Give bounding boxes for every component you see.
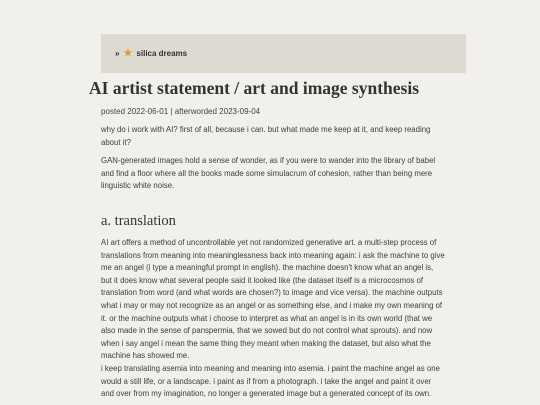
site-header bbox=[101, 34, 466, 73]
afterworded-date: afterworded 2023-09-04 bbox=[174, 107, 261, 116]
post-meta bbox=[101, 106, 481, 117]
meta-separator: | bbox=[168, 107, 175, 116]
section-heading-translation: a. translation bbox=[101, 213, 176, 229]
star-icon: ★ bbox=[123, 47, 133, 59]
translation-paragraph-2: i keep translating asemia into meaning and meaning into asemia. i paint the machine angel as one would a still life, or a landscape. i paint as if from a photograph. i take the angel and paint it over and over from my imagination, no longer a generated image but a generated concept of its own. bbox=[101, 364, 440, 399]
posted-date: posted 2022-06-01 bbox=[101, 107, 169, 116]
intro-paragraph-1: why do i work with AI? first of all, because i can. but what made me keep at it, and keep reading about it? bbox=[101, 125, 431, 147]
site-name-link[interactable]: silica dreams bbox=[136, 49, 188, 58]
chevron-icon: » bbox=[115, 49, 120, 58]
translation-paragraph-1: AI art offers a method of uncontrollable yet not randomized generative art. a multi-step process of translations from meaning into meaninglessness back into meaning again: i ask the machine to give me an angel (i type a meaningful prompt in english). the machine doesn't know what an angel is, but it does know what several people said it looked like (the dataset itself is a microcosmos of translation from word (and what words are chosen?) to image and vice versa). the machine outputs what i may or may not recognize as an angel or as something else, and i make my own meaning of it. or the machine outputs what i choose to interpret as what an angel is in its own world (that we also made in the sense of panspermia, that we sowed but do not control what sprouts). and now when i say angel i mean the same thing they meant when making the dataset, but also what the machine has showed me. bbox=[101, 238, 445, 361]
post-title: AI artist statement / art and image synthesis bbox=[89, 78, 420, 98]
intro-paragraph-2: GAN-generated images hold a sense of wonder, as if you were to wander into the library of babel and find a floor where all the books made some simulacrum of cohesion, rather than being mere linguistic white noise. bbox=[101, 156, 436, 191]
